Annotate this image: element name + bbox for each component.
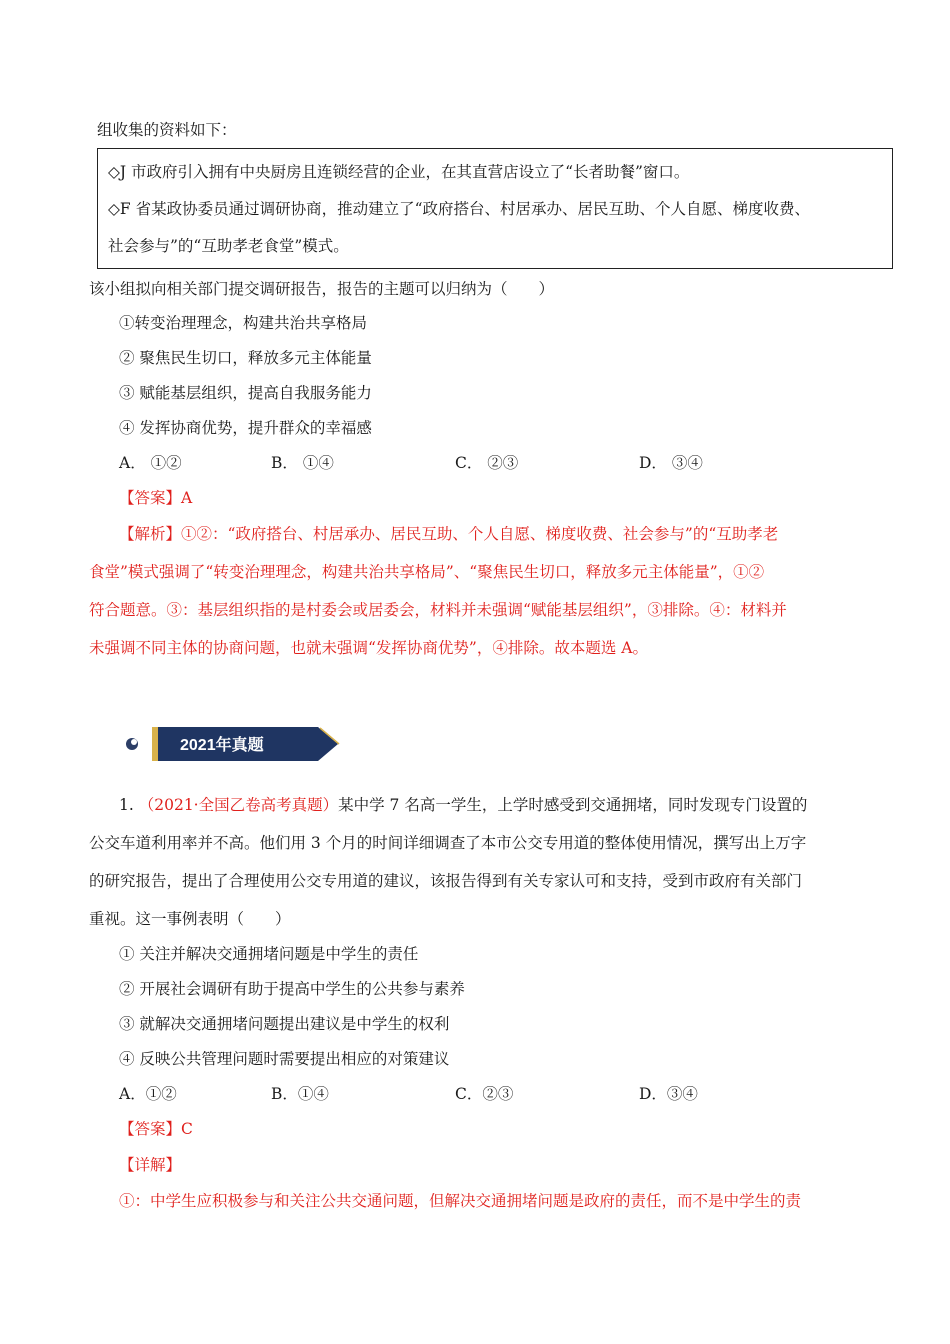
statement: ④ 发挥协商优势，提升群众的幸福感 <box>119 419 372 437</box>
option-c: C．②③ <box>455 1085 514 1103</box>
question-stem-line: 某中学 7 名高一学生，上学时感受到交通拥堵，同时发现专门设置的 <box>338 796 808 814</box>
detail-line: ①：中学生应积极参与和关注公共交通问题，但解决交通拥堵问题是政府的责任，而不是中学生的责 <box>119 1192 802 1210</box>
statement: ③ 赋能基层组织，提高自我服务能力 <box>119 384 372 402</box>
question-source: （2021·全国乙卷高考真题） <box>138 796 339 814</box>
detail-label: 【详解】 <box>119 1156 182 1174</box>
section-banner-label: 2021年真题 <box>180 737 264 754</box>
option-d: D． ③④ <box>639 454 703 472</box>
question-stem: 该小组拟向相关部门提交调研报告，报告的主题可以归纳为（ ） <box>89 280 555 298</box>
statement: ③ 就解决交通拥堵问题提出建议是中学生的权利 <box>119 1015 450 1033</box>
material-line: ◇F 省某政协委员通过调研协商，推动建立了“政府搭台、村居承办、居民互助、个人自愿、梯度收费、 <box>108 200 811 218</box>
option-a: A． ①② <box>119 454 182 472</box>
option-c: C． ②③ <box>455 454 519 472</box>
question-1-first-line <box>119 793 807 815</box>
statement: ① 关注并解决交通拥堵问题是中学生的责任 <box>119 945 419 963</box>
option-b: B．①④ <box>271 1085 329 1103</box>
analysis-line: 未强调不同主体的协商问题，也就未强调“发挥协商优势”，④排除。故本题选 A。 <box>89 639 648 657</box>
question-stem-line: 公交车道利用率并不高。他们用 3 个月的时间详细调查了本市公交专用道的整体使用情况，撰写出上万字 <box>89 834 807 852</box>
statement: ② 聚焦民生切口，释放多元主体能量 <box>119 349 372 367</box>
answer: 【答案】A <box>119 489 193 507</box>
option-b: B． ①④ <box>271 454 334 472</box>
analysis-line: 食堂”模式强调了“转变治理理念，构建共治共享格局”、“聚焦民生切口，释放多元主体能量”，①② <box>89 563 765 581</box>
question-stem-line: 的研究报告，提出了合理使用公交专用道的建议，该报告得到有关专家认可和支持，受到市政府有关部门 <box>89 872 803 890</box>
option-d: D．③④ <box>639 1085 698 1103</box>
section-banner <box>122 724 342 764</box>
statement: ④ 反映公共管理问题时需要提出相应的对策建议 <box>119 1050 450 1068</box>
question-number: 1. <box>119 796 134 814</box>
answer: 【答案】C <box>119 1120 193 1138</box>
material-line: ◇J 市政府引入拥有中央厨房且连锁经营的企业，在其直营店设立了“长者助餐”窗口。 <box>108 163 690 181</box>
statement: ①转变治理理念，构建共治共享格局 <box>119 314 368 332</box>
analysis-line: 符合题意。③：基层组织指的是村委会或居委会，材料并未强调“赋能基层组织”，③排除。④：材料并 <box>89 601 787 619</box>
question-stem-line: 重视。这一事例表明（ ） <box>89 910 291 928</box>
material-intro: 组收集的资料如下： <box>97 121 237 139</box>
analysis-line: 【解析】①②：“政府搭台、村居承办、居民互助、个人自愿、梯度收费、社会参与”的“互助孝老 <box>119 525 779 543</box>
statement: ② 开展社会调研有助于提高中学生的公共参与素养 <box>119 980 465 998</box>
option-a: A．①② <box>119 1085 177 1103</box>
material-line: 社会参与”的“互助孝老食堂”模式。 <box>108 237 349 255</box>
